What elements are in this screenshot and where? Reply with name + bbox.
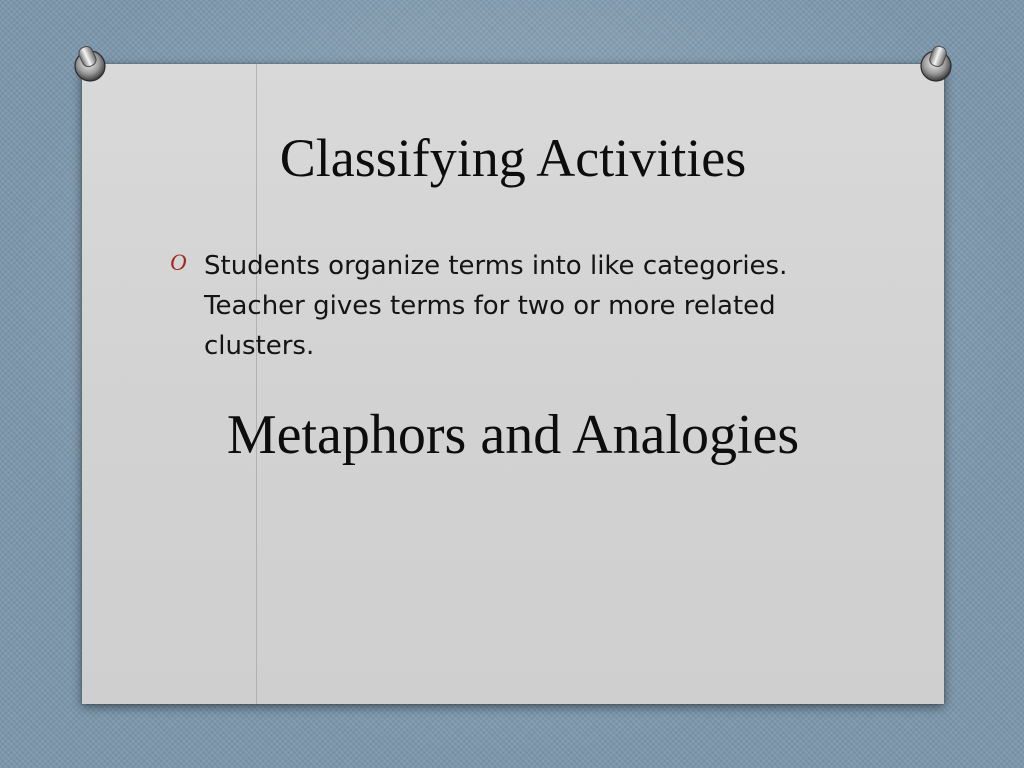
push-pin-icon xyxy=(916,42,956,82)
section-heading: Metaphors and Analogies xyxy=(226,404,800,466)
bullet-text: Students organize terms into like categories. Teacher gives terms for two or more related clusters. xyxy=(204,251,788,361)
bullet-marker: O xyxy=(170,250,187,275)
slide-card xyxy=(82,64,944,704)
bullet-list-item xyxy=(170,246,870,366)
push-pin-icon xyxy=(70,42,110,82)
slide-title: Classifying Activities xyxy=(279,128,747,188)
